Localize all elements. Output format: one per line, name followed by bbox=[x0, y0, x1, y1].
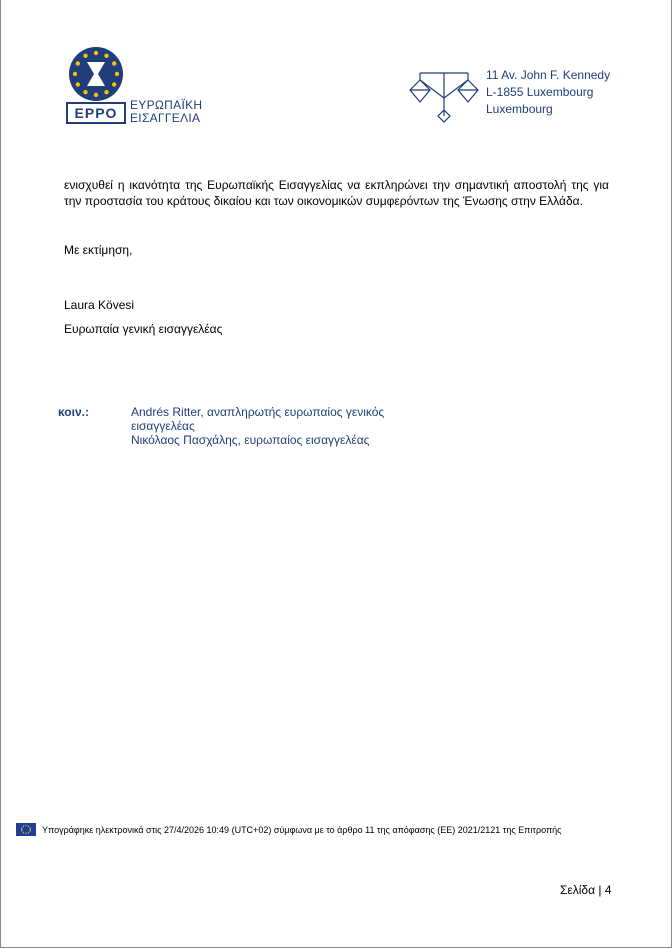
logo-name bbox=[130, 99, 202, 125]
eppo-badge: EPPO bbox=[66, 102, 126, 124]
signature-note-text: Υπογράφηκε ηλεκτρονικά στις 27/4/2026 10:49 (UTC+02) σύμφωνα με το άρθρο 11 της απόφασης (ΕΕ) 2021/2121 της Επιτροπής bbox=[42, 824, 562, 835]
cc-recipient: Andrés Ritter, αναπληρωτής ευρωπαίος γενικός εισαγγελέας bbox=[131, 405, 385, 433]
cc-recipient: Νικόλαος Πασχάλης, ευρωπαίος εισαγγελέας bbox=[131, 433, 370, 447]
electronic-signature-note bbox=[16, 823, 562, 836]
address-line1: 11 Av. John F. Kennedy bbox=[486, 68, 611, 82]
logo-name-line1: ΕΥΡΩΠΑΪΚΗ bbox=[130, 98, 203, 112]
signatory-name: Laura Kövesi bbox=[64, 298, 135, 312]
closing-salutation: Με εκτίμηση, bbox=[64, 243, 133, 257]
eppo-emblem-icon bbox=[68, 46, 124, 102]
address-line3: Luxembourg bbox=[486, 102, 553, 116]
address-line2: L-1855 Luxembourg bbox=[486, 85, 594, 99]
body-paragraph: ενισχυθεί η ικανότητα της Ευρωπαϊκής Εισαγγελίας να εκπληρώνει την σημαντική αποστολή της για την προστασία του κράτους δικαίου και των οικονομικών συμφερόντων της Ένωσης στην Ελλάδα. bbox=[64, 178, 609, 208]
cc-label: κοιν.: bbox=[58, 405, 89, 419]
signatory-title: Ευρωπαία γενική εισαγγελέας bbox=[64, 322, 223, 336]
address-block bbox=[486, 67, 610, 118]
scales-of-justice-icon bbox=[408, 68, 480, 124]
eppo-logo bbox=[64, 44, 203, 126]
page-number: Σελίδα | 4 bbox=[560, 883, 612, 897]
logo-name-line2: ΕΙΣΑΓΓΕΛΙΑ bbox=[130, 111, 201, 125]
cc-list bbox=[131, 405, 431, 447]
eu-flag-icon bbox=[16, 823, 36, 836]
